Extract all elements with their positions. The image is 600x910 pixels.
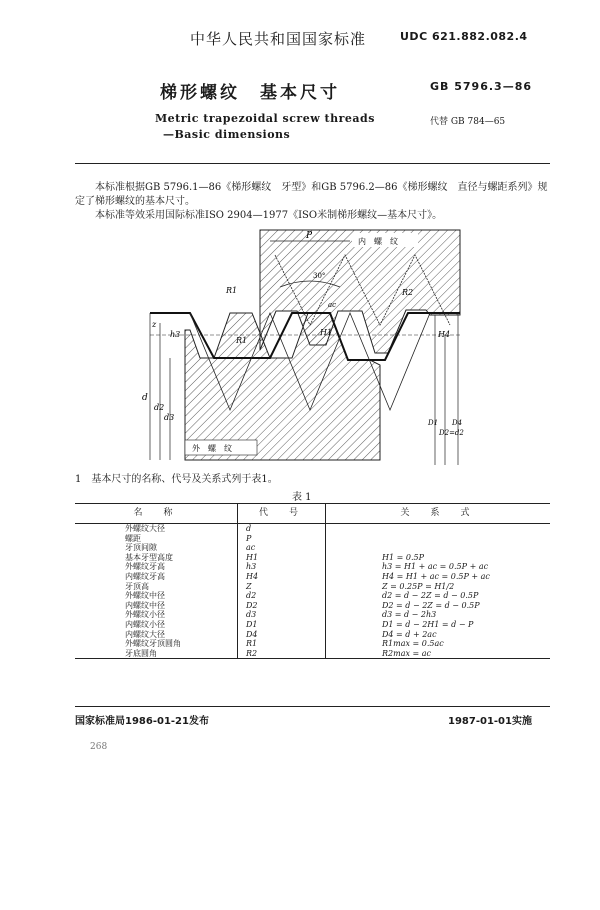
row-name: 外螺纹牙高: [125, 562, 165, 572]
label-h4: H4: [438, 330, 451, 339]
table-row: [75, 562, 550, 572]
label-r1: R1: [226, 286, 238, 295]
row-relation: H4 = H1 + ac = 0.5P + ac: [326, 572, 551, 582]
intro-paragraph-2: 本标准等效采用国际标准ISO 2904—1977《ISO米制梯形螺纹—基本尺寸》。: [95, 210, 443, 221]
table-row: [75, 610, 550, 620]
table-row: [75, 601, 550, 611]
row-name: 外螺纹中径: [125, 591, 165, 601]
row-name: 外螺纹大径: [125, 524, 165, 533]
table-row: [75, 572, 550, 582]
table-row: [75, 630, 550, 640]
table-row: [75, 582, 550, 592]
footer-rule: [75, 706, 550, 707]
effective-date: 1987-01-01实施: [448, 716, 532, 727]
table-row: [75, 620, 550, 630]
label-h1: H1: [320, 328, 333, 337]
row-relation: d2 = d − 2Z = d − 0.5P: [326, 591, 551, 601]
gb-number: GB 5796.3—86: [430, 80, 532, 93]
col-header-name: 名 称: [75, 504, 238, 524]
table-row: [75, 649, 550, 659]
row-symbol: h3: [238, 562, 326, 572]
udc-number: UDC 621.882.082.4: [400, 30, 528, 43]
row-relation: R1max = 0.5ac: [326, 639, 551, 649]
table-row: [75, 591, 550, 601]
label-r2: R2: [402, 288, 414, 297]
label-angle: 30°: [313, 272, 326, 280]
label-external-thread: 外 螺 纹: [192, 444, 232, 453]
table-row: [75, 534, 550, 544]
row-name: 牙顶高: [125, 581, 149, 591]
col-header-relation: 关 系 式: [326, 504, 551, 524]
label-d3: d3: [164, 413, 175, 422]
thread-profile-figure: [130, 225, 480, 470]
label-z: z: [152, 320, 157, 329]
row-symbol: D2: [238, 601, 326, 611]
row-name: 内螺纹小径: [125, 619, 165, 629]
label-D1: D1: [428, 419, 439, 427]
row-symbol: D4: [238, 630, 326, 640]
row-name: 内螺纹中径: [125, 600, 165, 610]
page-title: 梯形螺纹 基本尺寸: [160, 83, 340, 103]
row-symbol: H1: [238, 553, 326, 563]
english-title-line2: —Basic dimensions: [163, 128, 291, 141]
label-p: P: [306, 231, 313, 241]
row-symbol: P: [238, 534, 326, 544]
page-number: 268: [90, 742, 108, 752]
row-relation: [326, 524, 551, 534]
label-d: d: [142, 393, 148, 403]
table-caption: 表 1: [292, 492, 312, 503]
table-row: [75, 553, 550, 563]
row-symbol: R1: [238, 639, 326, 649]
row-relation: [326, 543, 551, 553]
row-relation: D2 = d − 2Z = d − 0.5P: [326, 601, 551, 611]
row-symbol: Z: [238, 582, 326, 592]
issued-date: 国家标准局1986-01-21发布: [75, 716, 209, 727]
row-name: 内螺纹大径: [125, 629, 165, 639]
internal-thread-region: [260, 230, 460, 353]
dimension-table: [75, 503, 550, 659]
row-relation: [326, 534, 551, 544]
row-name: 内螺纹牙高: [125, 571, 165, 581]
row-relation: Z = 0.25P = H1/2: [326, 582, 551, 592]
row-name: 外螺纹牙顶圆角: [125, 639, 181, 649]
row-symbol: D1: [238, 620, 326, 630]
label-d2: d2: [154, 403, 165, 412]
row-name: 牙顶间隙: [125, 543, 157, 553]
english-title-line1: Metric trapezoidal screw threads: [155, 112, 375, 125]
intro-paragraph-1: 本标准根据GB 5796.1—86《梯形螺纹 牙型》和GB 5796.2—86《梯形螺纹 直径与螺距系列》规定了梯形螺纹的基本尺寸。: [75, 182, 548, 207]
col-header-symbol: 代 号: [238, 504, 326, 524]
row-symbol: R2: [238, 649, 326, 659]
table-row: [75, 524, 550, 534]
row-symbol: d: [238, 524, 326, 534]
row-symbol: d3: [238, 610, 326, 620]
row-relation: d3 = d − 2h3: [326, 610, 551, 620]
row-name: 外螺纹小径: [125, 610, 165, 620]
label-h3: h3: [170, 330, 181, 339]
row-relation: h3 = H1 + ac = 0.5P + ac: [326, 562, 551, 572]
row-relation: D4 = d + 2ac: [326, 630, 551, 640]
table-row: [75, 543, 550, 553]
row-name: 基本牙型高度: [125, 552, 173, 562]
table-row: [75, 639, 550, 649]
row-name: 牙底圆角: [75, 649, 238, 659]
row-symbol: H4: [238, 572, 326, 582]
label-D2-d2: D2=d2: [439, 429, 464, 437]
label-D4: D4: [452, 419, 463, 427]
header-rule: [75, 163, 550, 164]
row-relation: D1 = d − 2H1 = d − P: [326, 620, 551, 630]
label-internal-thread: 内 螺 纹: [358, 237, 398, 246]
row-symbol: ac: [238, 543, 326, 553]
row-relation: R2max = ac: [326, 649, 551, 659]
row-symbol: d2: [238, 591, 326, 601]
label-r1-lower: R1: [236, 336, 248, 345]
replaces-standard: 代替 GB 784—65: [430, 117, 506, 127]
row-relation: H1 = 0.5P: [326, 553, 551, 563]
section-1-text: 1 基本尺寸的名称、代号及关系式列于表1。: [75, 474, 278, 485]
label-ac: ac: [328, 301, 337, 309]
standard-org: 中华人民共和国国家标准: [190, 30, 367, 48]
row-name: 螺距: [125, 533, 141, 543]
